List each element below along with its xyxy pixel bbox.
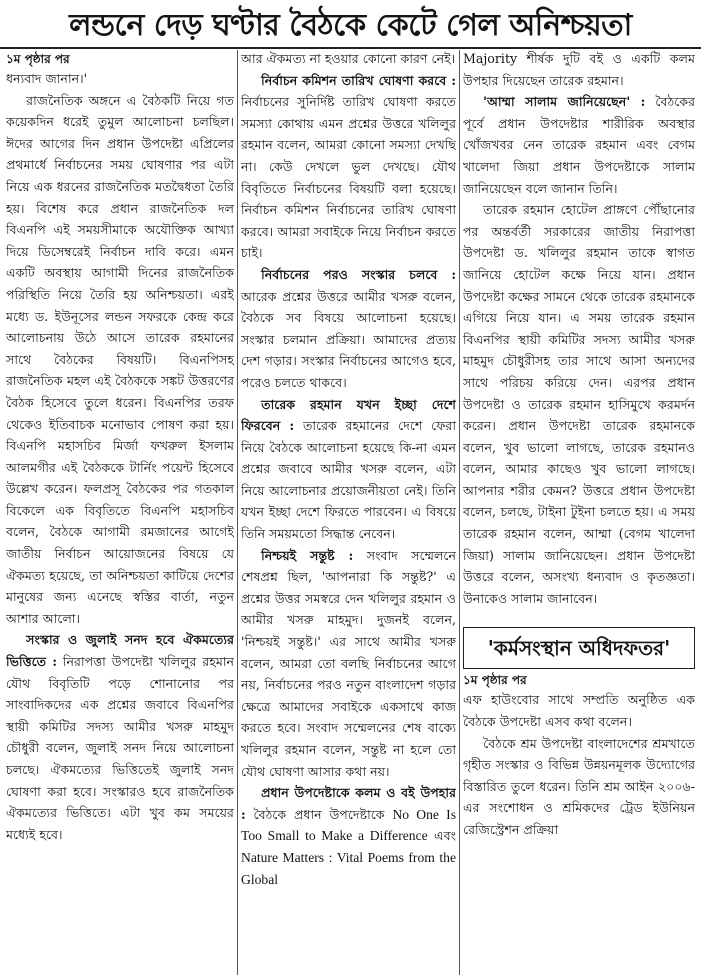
book-title: Nature Matters : Vital Poems from the Global [241, 849, 456, 887]
paragraph [241, 264, 456, 394]
paragraph: রাজনৈতিক অঙ্গনে এ বৈঠকটি নিয়ে গত কয়েকদিন ধরেই তুমুল আলোচনা চলছিল। ঈদের আগের দিন প্রধান উপদেষ্টা এপ্রিলের প্রথমার্ধে নির্বাচনের সময় ঘোষণার পর এটা নিয়ে এক ধরনের রাজনৈতিক মতদ্বৈধতা তৈরি হয়। বিশেষ করে প্রধান রাজনৈতিক দল বিএনপি এই সময়সীমাকে অযৌক্তিক আখ্যা দিয়ে ডিসেম্বরেই নির্বাচন দাবি করে। এমন একটি অবস্থায় আগামী দিনের রাজনৈতিক পরিস্থিতি নিয়ে তৈরি হয় অনিশ্চয়তা। এরই মধ্যে ড. ইউনূসের লন্ডন সফরকে কেন্দ্র করে আলোচনায় উঠে আসে তারেক রহমানের সাথে বৈঠকের বিষয়টি। বিএনপিসহ রাজনৈতিক মহল এই বৈঠককে সঙ্কট উত্তরণের বৈঠক হিসেবে তুলে ধরেন। বিএনপির তরফ থেকেও ইতিবাচক মনোভাব পোষণ করা হয়। বিএনপি মহাসচিব মির্জা ফখরুল ইসলাম আলমগীর এই বৈঠককে টার্নিং পয়েন্ট হিসেবে উল্লেখ করেন। ফলপ্রসূ বৈঠকের পর গতকাল বিকেলে এক বিবৃতিতে বিএনপি মহাসচিব বলেন, বৈঠকে আগামী রমজানের আগেই জাতীয় নির্বাচন আয়োজনের বিষয়ে যে ঐকমত্য হয়েছে, তা অনিশ্চয়তা কাটিয়ে দেশের মানুষের জন্য এনেছে স্বস্তির বার্তা, নতুন আশার আলো। [6, 92, 234, 626]
paragraph-text: সংবাদ সম্মেলনে শেষপ্রশ্ন ছিল, 'আপনারা কি সন্তুষ্ট?' এ প্রশ্নের উত্তর সমস্বরে দেন খলিলুর রহমান ও আমীর খসরু মাহমুদ। দুজনই বলেন, 'নিশ্চয়ই সন্তুষ্ট।' এর সাথে আমীর খসরু বলেন, আমরা তো বলছি নির্বাচনের আগে নয়, নির্বাচনের পরও নতুন বাংলাদেশ গড়ার ক্ষেত্রে আমাদের সবাইকে একসাথে কাজ করতে হবে। সংবাদ সম্মেলনের শেষ বাক্যে খলিলুর রহমান বলেন, সন্তুষ্ট না হলে তো যৌথ ঘোষণা আসার কথা নয়। [241, 547, 456, 779]
paragraph [241, 70, 456, 264]
article-column-2 [241, 48, 456, 973]
article-column-3 [463, 48, 695, 973]
subheading: নির্বাচন কমিশন তারিখ ঘোষণা করবে : [261, 72, 456, 88]
paragraph [241, 782, 456, 890]
subheading: সংস্কার ও জুলাই সনদ হবে ঐকমত্যের ভিত্তিতে : [6, 632, 234, 670]
subheading: নির্বাচনের পরও সংস্কার চলবে : [261, 266, 456, 282]
column-divider-1 [237, 50, 238, 975]
subheading: তারেক রহমান যখন ইচ্ছা দেশে ফিরবেন : [241, 396, 456, 434]
paragraph-text: আরেক প্রশ্নের উত্তরে আমীর খসরু বলেন, বৈঠকে সব বিষয়ে আলোচনা হয়েছে। সংস্কার চলমান প্রক্রিয়া। আমাদের প্রত্যয় দেশ গড়ার। সংস্কার নির্বাচনের আগেও হবে, পরেও চলতে থাকবে। [241, 288, 456, 390]
paragraph-text: বৈঠকে প্রধান উপদেষ্টাকে [253, 806, 385, 822]
paragraph: Majority শীর্ষক দুটি বই ও একটি কলম উপহার দিয়েছেন তারেক রহমান। [463, 51, 695, 88]
paragraph: এফ হাউংবোর সাথে সম্প্রতি অনুষ্ঠিত এক বৈঠকে উপদেষ্টা এসব কথা বলেন। [463, 692, 695, 730]
subheading: নিশ্চয়ই সন্তুষ্ট : [261, 547, 354, 563]
subheading: 'আম্মা সালাম জানিয়েছেন' : [483, 94, 646, 110]
article-column-1 [6, 48, 234, 973]
paragraph-text: নিরাপত্তা উপদেষ্টা খলিলুর রহমান যৌথ বিবৃতিটি পড়ে শোনানোর পর সাংবাদিকদের এক প্রশ্নের জবাবে বিএনপির স্থায়ী কমিটির সদস্য আমীর খসরু মাহমুদ চৌধুরী বলেন, জুলাই সনদ নিয়ে আলোচনা চলছে। ঐকমত্যের ভিত্তিতেই জুলাই সনদ ঘোষণা করা হবে। সংস্কারও হবে রাজনৈতিক ঐকমত্যের ভিত্তিতে। এটা খুব কম সময়ের মধ্যেই হবে। [6, 654, 234, 842]
paragraph [463, 91, 695, 199]
paragraph [241, 545, 456, 783]
paragraph-text: নির্বাচনের সুনির্দিষ্ট তারিখ ঘোষণা করতে সমস্যা কোথায় এমন প্রশ্নের উত্তরে খলিলুর রহমান বলেন, আমরা কোনো সমস্যা দেখছি না। কেউ দেখলে ভুল দেখছে। যৌথ বিবৃতিতে নির্বাচনের বিষয়টি বলা হয়েছে। নির্বাচন কমিশন নির্বাচনের তারিখ ঘোষণা করবে। আমরা সবাইকে নিয়ে নির্বাচন করতে চাই। [241, 94, 456, 261]
paragraph: তারেক রহমান হোটেল প্রাঙ্গণে পৌঁছানোর পর অন্তর্বর্তী সরকারের জাতীয় নিরাপত্তা উপদেষ্টা ড. খলিলুর রহমান তাকে স্বাগত জানিয়ে হোটেল কক্ষে নিয়ে যান। প্রধান উপদেষ্টা কক্ষের সামনে থেকে তারেক রহমানকে এগিয়ে নিয়ে যান। এ সময় তারেক রহমান বিএনপির স্থায়ী কমিটির সদস্য আমীর খসরু মাহমুদ চৌধুরীসহ তার সাথে আসা অন্যদের সাথে পরিচয় করিয়ে দেন। এরপর প্রধান উপদেষ্টা ও তারেক রহমান হাসিমুখে করমর্দন করেন। প্রধান উপদেষ্টা তারেক রহমানকে বলেন, খুব ভালো লাগছে, তারেক রহমানও বলেন, আমার কাছেও খুব ভালো লাগছে। আপনার শরীর কেমন? উত্তরে প্রধান উপদেষ্টা বলেন, চলছে, টাইনা টুইনা চলতে হয়। এ সময় তারেক রহমান বলেন, আম্মা (বেগম খালেদা জিয়া) সালাম জানিয়েছেন। প্রধান উপদেষ্টা উত্তরে বলেন, অসংখ্য ধন্যবাদ ও কৃতজ্ঞতা। উনাকেও সালাম জানাবেন। [463, 202, 695, 606]
paragraph-text: বৈঠকের পূর্বে প্রধান উপদেষ্টার শারীরিক অবস্থার খোঁজখবর নেন তারেক রহমান এবং বেগম খালেদা জিয়া প্রধান উপদেষ্টাকে সালাম জানিয়েছেন বলে জানান তিনি। [463, 94, 695, 196]
continued-label: ১ম পৃষ্ঠার পর [6, 52, 70, 66]
paragraph: ধন্যবাদ জানান।' [6, 71, 88, 86]
paragraph-text: তারেক রহমানের দেশে ফেরা নিয়ে বৈঠকে আলোচনা হয়েছে কি-না এমন প্রশ্নের জবাবে আমীর খসরু বলেন, এটা নিয়ে আলোচনার প্রয়োজনীয়তা নেই। তিনি যখন ইচ্ছা দেশে ফিরতে পারবেন। এ বিষয়ে তিনি সময়মতো সিদ্ধান্ত নেবেন। [241, 418, 456, 542]
continued-label: ১ম পৃষ্ঠার পর [463, 673, 527, 688]
subheading: প্রধান উপদেষ্টাকে কলম ও বই উপহার : [241, 785, 456, 822]
book-title: No One Is Too Small to Make a Difference [241, 806, 456, 844]
headline: লন্ডনে দেড় ঘণ্টার বৈঠকে কেটে গেল অনিশ্চয়তা [69, 8, 632, 43]
boxed-headline: 'কর্মসংস্থান অধিদফতর' [463, 627, 695, 669]
paragraph-text: এবং [433, 828, 456, 844]
paragraph [241, 394, 456, 545]
paragraph: আর ঐকমত্য না হওয়ার কোনো কারণ নেই। [241, 51, 456, 66]
paragraph: বৈঠকে শ্রম উপদেষ্টা বাংলাদেশের শ্রমখাতে গৃহীত সংস্কার ও বিভিন্ন উন্নয়নমূলক উদ্যোগের বিস্তারিত তুলে ধরেন। তিনি শ্রম আইন ২০০৬-এর সংশোধন ও শ্রমিকদের ট্রেড ইউনিয়ন রেজিস্ট্রেশন প্রক্রিয়া [463, 735, 695, 837]
column-divider-2 [459, 50, 460, 975]
paragraph [6, 629, 234, 845]
